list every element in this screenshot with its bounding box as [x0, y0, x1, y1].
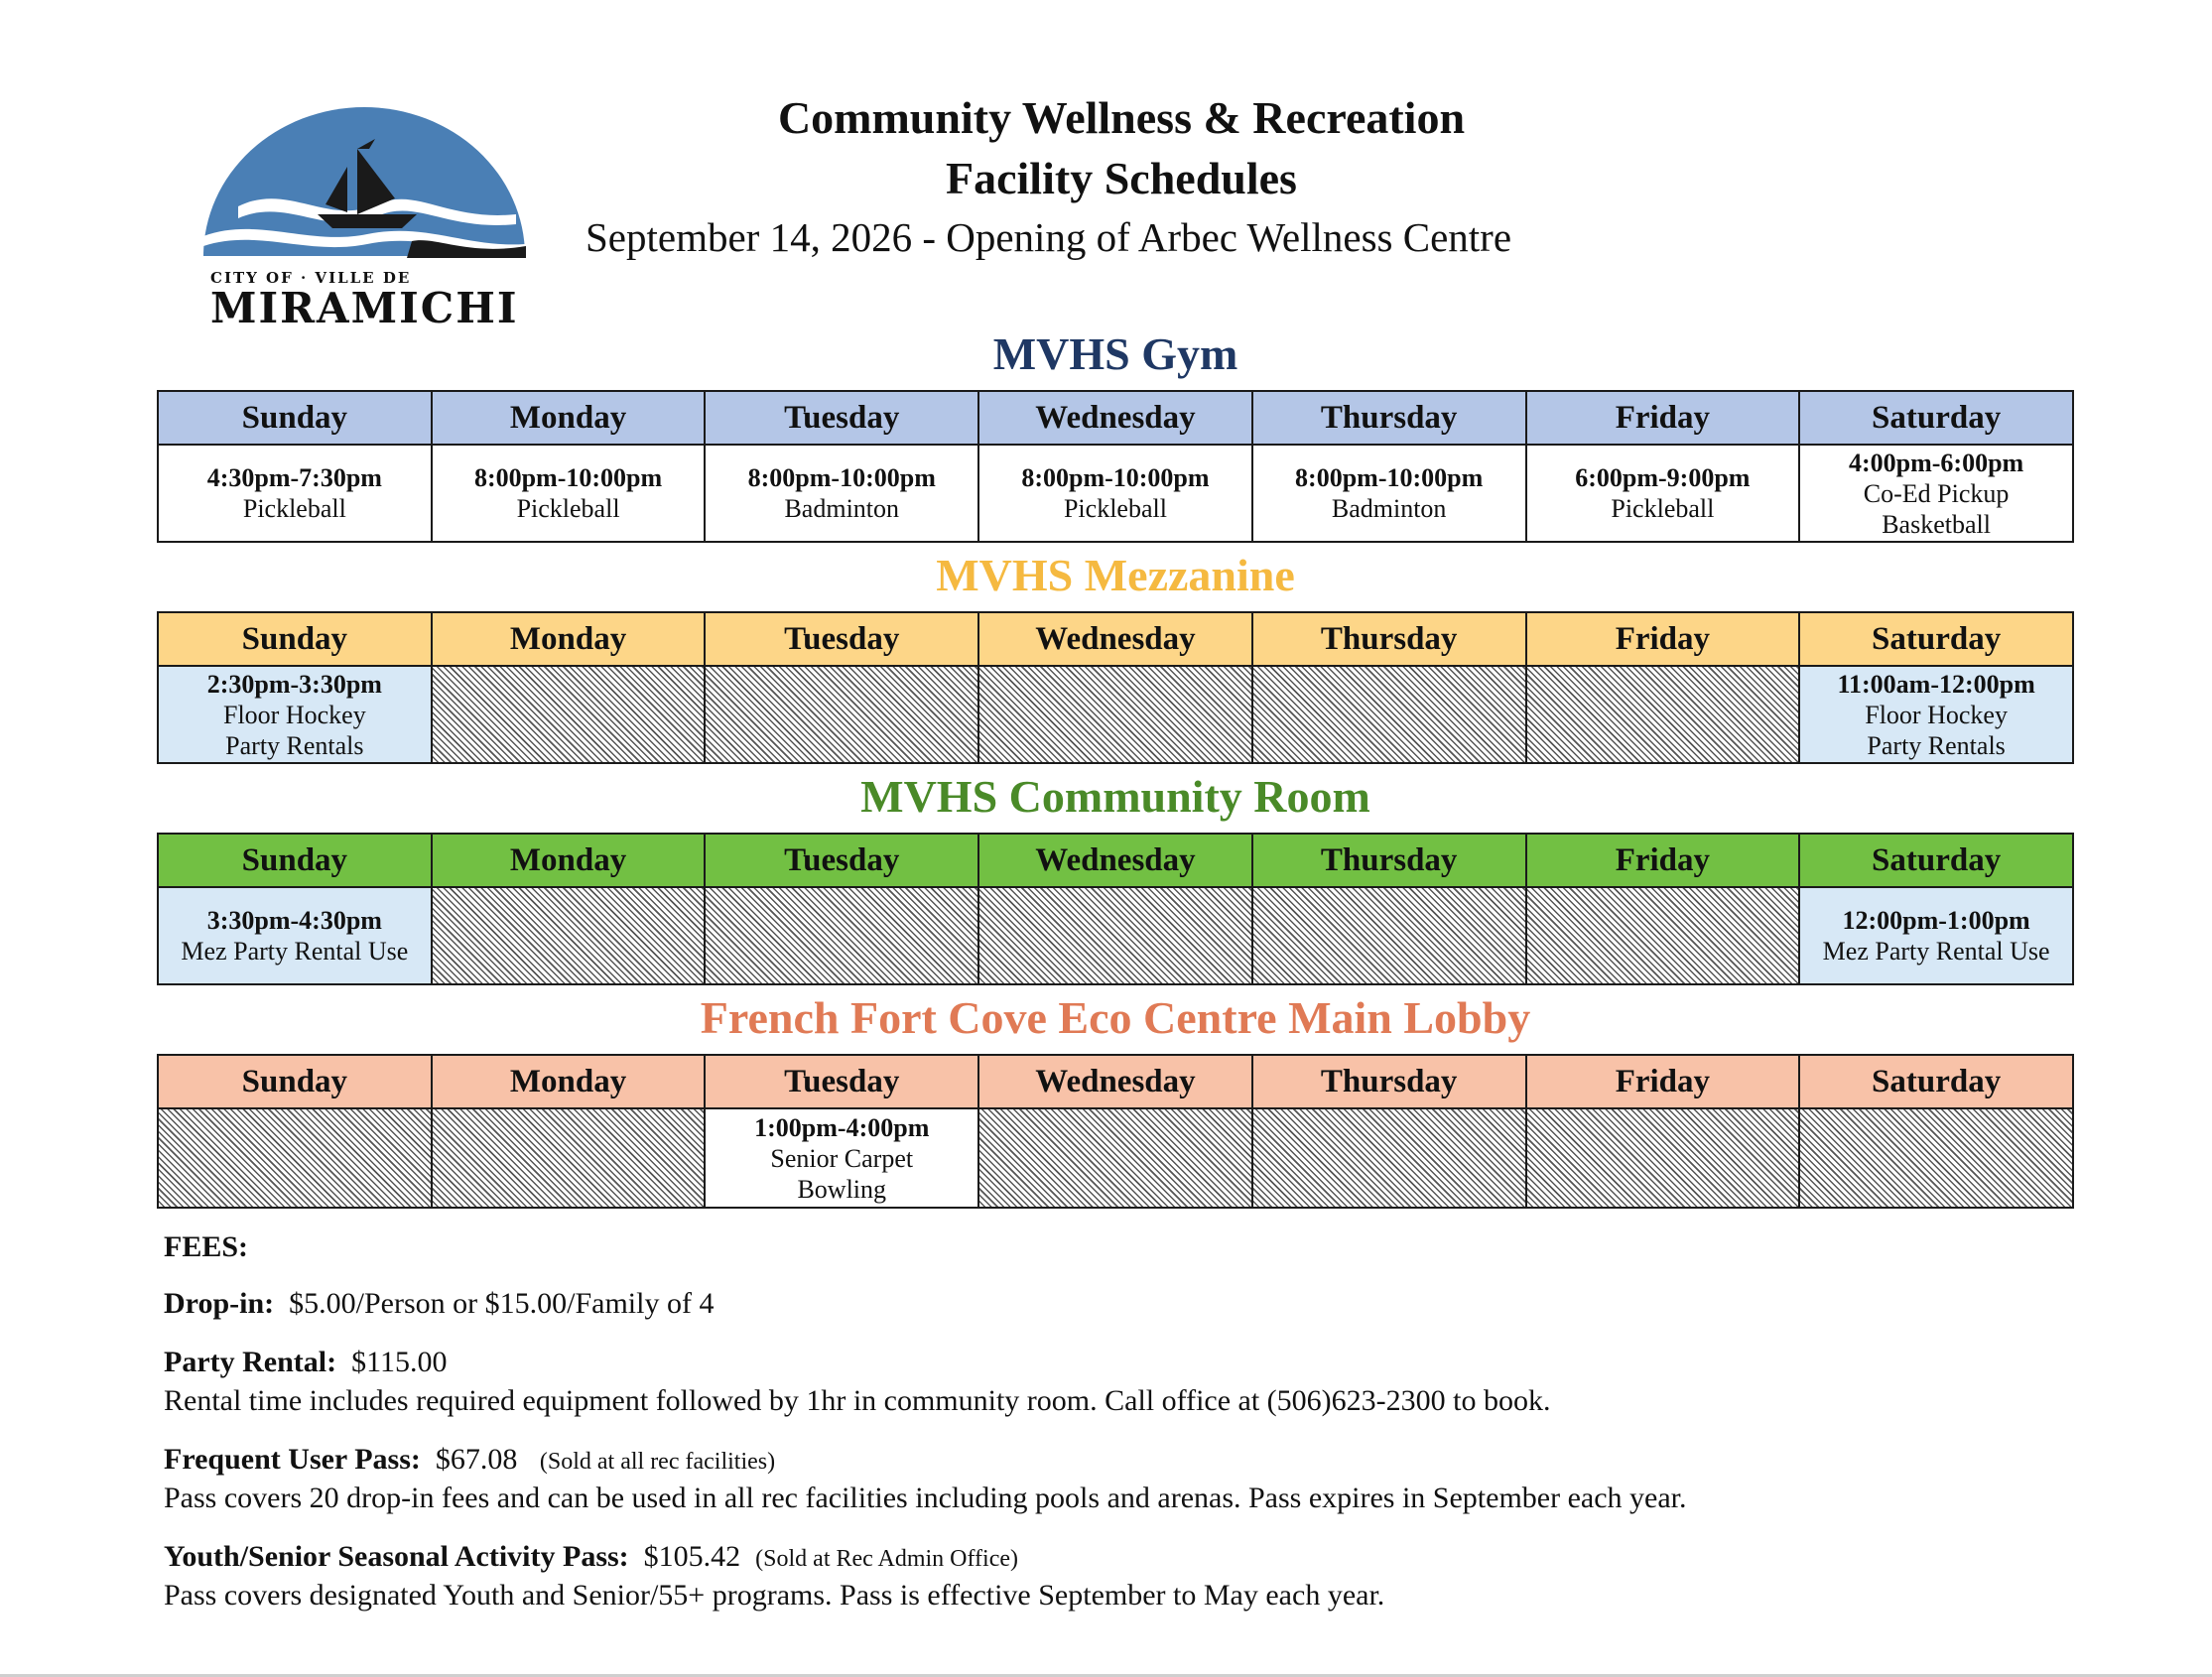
section-title-french-fort-cove: French Fort Cove Eco Centre Main Lobby [700, 992, 1531, 1043]
schedule-table-mvhs-mezzanine [157, 611, 2074, 764]
day-header-sunday: Sunday [158, 612, 432, 666]
unavailable-slot [1526, 887, 1800, 984]
schedule-slot [1526, 445, 1800, 542]
day-header-tuesday: Tuesday [705, 834, 978, 887]
unavailable-slot [1252, 666, 1526, 763]
slot-activity: Pickleball [1063, 494, 1167, 523]
fee-dropin-value: $5.00/Person or $15.00/Family of 4 [289, 1287, 715, 1320]
schedule-slot [1799, 887, 2073, 984]
schedule-header-row [158, 834, 2073, 887]
slot-activity: Pickleball [1611, 494, 1715, 523]
unavailable-slot [978, 887, 1252, 984]
slot-activity: Badminton [784, 494, 900, 523]
day-header-saturday: Saturday [1799, 612, 2073, 666]
slot-time: 12:00pm-1:00pm [1842, 906, 2030, 935]
schedule-slot [432, 445, 706, 542]
day-header-thursday: Thursday [1252, 1055, 1526, 1108]
schedule-slot [1799, 445, 2073, 542]
unavailable-slot [705, 887, 978, 984]
slot-time: 3:30pm-4:30pm [206, 906, 382, 935]
section-title-mvhs-mezzanine: MVHS Mezzanine [936, 550, 1295, 600]
fee-youth-pass [164, 1540, 1018, 1574]
fee-youth-label: Youth/Senior Seasonal Activity Pass: [164, 1540, 629, 1573]
slot-activity: Party Rentals [225, 730, 364, 760]
day-header-wednesday: Wednesday [978, 834, 1252, 887]
slot-time: 2:30pm-3:30pm [206, 669, 382, 699]
schedule-header-row [158, 391, 2073, 445]
schedule-slot [158, 445, 432, 542]
fee-party-value: $115.00 [351, 1346, 448, 1378]
slot-activity: Bowling [797, 1174, 887, 1204]
day-header-wednesday: Wednesday [978, 391, 1252, 445]
unavailable-slot [432, 666, 706, 763]
day-header-sunday: Sunday [158, 1055, 432, 1108]
unavailable-slot [1526, 666, 1800, 763]
slot-time: 6:00pm-9:00pm [1575, 463, 1751, 492]
section-title-mvhs-gym: MVHS Gym [992, 328, 1238, 379]
slot-time: 1:00pm-4:00pm [754, 1112, 930, 1142]
day-header-monday: Monday [432, 1055, 706, 1108]
fee-youth-value: $105.42 [643, 1540, 741, 1573]
slot-time: 8:00pm-10:00pm [747, 463, 936, 492]
day-header-wednesday: Wednesday [978, 1055, 1252, 1108]
schedule-slot [1252, 445, 1526, 542]
day-header-thursday: Thursday [1252, 612, 1526, 666]
unavailable-slot [158, 1108, 432, 1208]
day-header-friday: Friday [1526, 1055, 1800, 1108]
slot-time: 4:30pm-7:30pm [206, 463, 382, 492]
fee-dropin-label: Drop-in: [164, 1287, 275, 1320]
fees-heading: FEES: [164, 1230, 249, 1263]
slot-activity: Pickleball [516, 494, 620, 523]
fee-frequent-value: $67.08 [435, 1443, 518, 1476]
unavailable-slot [432, 887, 706, 984]
schedule-header-row [158, 612, 2073, 666]
unavailable-slot [1799, 1108, 2073, 1208]
schedule-row [158, 887, 2073, 984]
schedule-slot [705, 445, 978, 542]
day-header-sunday: Sunday [158, 834, 432, 887]
schedule-slot [158, 887, 432, 984]
schedule-row [158, 1108, 2073, 1208]
day-header-friday: Friday [1526, 834, 1800, 887]
day-header-saturday: Saturday [1799, 1055, 2073, 1108]
day-header-thursday: Thursday [1252, 391, 1526, 445]
schedule-slot [705, 1108, 978, 1208]
fee-frequent-small: (Sold at all rec facilities) [539, 1449, 776, 1475]
unavailable-slot [1252, 887, 1526, 984]
slot-time: 8:00pm-10:00pm [1021, 463, 1210, 492]
slot-time: 8:00pm-10:00pm [1295, 463, 1484, 492]
day-header-tuesday: Tuesday [705, 612, 978, 666]
day-header-monday: Monday [432, 612, 706, 666]
unavailable-slot [1526, 1108, 1800, 1208]
day-header-saturday: Saturday [1799, 391, 2073, 445]
schedule-table-french-fort-cove [157, 1054, 2074, 1209]
day-header-tuesday: Tuesday [705, 1055, 978, 1108]
day-header-friday: Friday [1526, 612, 1800, 666]
slot-time: 11:00am-12:00pm [1837, 669, 2035, 699]
fee-frequent-label: Frequent User Pass: [164, 1443, 421, 1476]
fee-youth-small: (Sold at Rec Admin Office) [755, 1546, 1019, 1572]
day-header-sunday: Sunday [158, 391, 432, 445]
page-subtitle: September 14, 2026 - Opening of Arbec Wellness Centre [586, 214, 1512, 260]
unavailable-slot [978, 666, 1252, 763]
slot-activity: Pickleball [242, 494, 346, 523]
fee-frequent-pass [164, 1443, 775, 1477]
day-header-tuesday: Tuesday [705, 391, 978, 445]
slot-time: 4:00pm-6:00pm [1849, 448, 2024, 477]
day-header-monday: Monday [432, 391, 706, 445]
fee-party-label: Party Rental: [164, 1346, 337, 1378]
fee-frequent-note: Pass covers 20 drop-in fees and can be used in all rec facilities including pools and arenas. Pass expires in September each year. [164, 1482, 1687, 1514]
fee-dropin [164, 1287, 714, 1321]
slot-time: 8:00pm-10:00pm [473, 463, 663, 492]
logo-city-line: CITY OF · VILLE DE [210, 269, 412, 287]
page-title-line1: Community Wellness & Recreation [777, 92, 1466, 143]
day-header-thursday: Thursday [1252, 834, 1526, 887]
slot-activity: Mez Party Rental Use [181, 937, 409, 966]
fee-party-rental [164, 1346, 448, 1379]
schedule-row [158, 445, 2073, 542]
schedule-header-row [158, 1055, 2073, 1108]
section-title-mvhs-community-room: MVHS Community Room [860, 771, 1370, 822]
unavailable-slot [978, 1108, 1252, 1208]
day-header-friday: Friday [1526, 391, 1800, 445]
ship-emblem-icon [198, 87, 536, 271]
slot-activity: Senior Carpet [770, 1143, 914, 1173]
slot-activity: Party Rentals [1867, 730, 2006, 760]
slot-activity: Mez Party Rental Use [1822, 937, 2050, 966]
miramichi-logo [198, 87, 536, 335]
slot-activity: Co-Ed Pickup [1863, 478, 2010, 508]
logo-city-name: MIRAMICHI [210, 284, 519, 332]
schedule-slot [158, 666, 432, 763]
slot-activity: Basketball [1882, 509, 1991, 539]
slot-activity: Badminton [1331, 494, 1447, 523]
unavailable-slot [432, 1108, 706, 1208]
page-title-line2: Facility Schedules [946, 153, 1297, 203]
unavailable-slot [1252, 1108, 1526, 1208]
day-header-wednesday: Wednesday [978, 612, 1252, 666]
fee-youth-note: Pass covers designated Youth and Senior/55+ programs. Pass is effective September to May each year. [164, 1579, 1385, 1612]
schedule-table-mvhs-community-room [157, 833, 2074, 985]
schedule-slot [1799, 666, 2073, 763]
schedule-slot [978, 445, 1252, 542]
schedule-row [158, 666, 2073, 763]
slot-activity: Floor Hockey [223, 700, 366, 729]
day-header-saturday: Saturday [1799, 834, 2073, 887]
day-header-monday: Monday [432, 834, 706, 887]
unavailable-slot [705, 666, 978, 763]
fee-party-note: Rental time includes required equipment followed by 1hr in community room. Call office at (506)623-2300 to book. [164, 1384, 1551, 1417]
schedule-table-mvhs-gym [157, 390, 2074, 543]
slot-activity: Floor Hockey [1865, 700, 2008, 729]
